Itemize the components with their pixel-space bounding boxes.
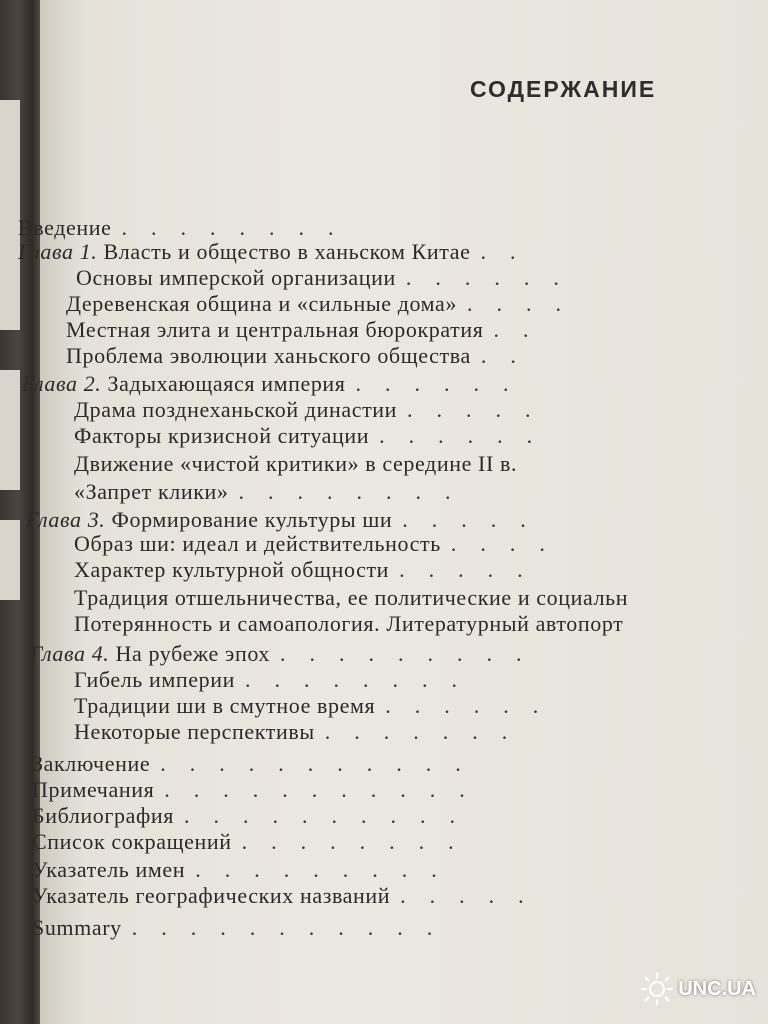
toc-entry-title: Потерянность и самоапология. Литературный автопорт [74, 611, 624, 636]
dot-leader: ...... [355, 371, 533, 396]
watermark-text: UNC.UA [678, 977, 756, 1000]
toc-entry-title: Указатель географических названий [32, 883, 391, 908]
toc-entry-title: Проблема эволюции ханьского общества [66, 343, 471, 368]
toc-entry-title: Власть и общество в ханьском Китае [103, 239, 471, 264]
toc-entry [74, 718, 531, 746]
dot-leader: ..... [400, 883, 548, 908]
toc-entry-title: Образ ши: идеал и действительность [74, 531, 441, 556]
toc-entry [18, 238, 539, 266]
chapter-number: Глава 3. [26, 507, 112, 532]
toc-entry-title: Указатель имен [32, 857, 186, 882]
toc-entry-title: Список сокращений [32, 829, 232, 854]
toc-entry-title: Задыхающаяся империя [107, 371, 346, 396]
dot-leader: ....... [324, 719, 532, 744]
dot-leader: .. [480, 343, 540, 368]
toc-entry [30, 640, 546, 668]
dot-leader: .......... [183, 803, 479, 828]
toc-entry-title: Характер культурной общности [74, 557, 390, 582]
toc-entry [74, 610, 623, 638]
toc-entry [74, 556, 547, 584]
dot-leader: ...... [405, 265, 583, 290]
toc-entry-title: Заключение [32, 751, 151, 776]
dot-leader: ...... [379, 423, 557, 448]
adjacent-page-fragment [0, 370, 20, 490]
dot-leader: ......... [195, 857, 461, 882]
dot-leader: .. [480, 239, 540, 264]
dot-leader: ..... [399, 557, 547, 582]
toc-entry [74, 396, 555, 424]
adjacent-page-fragment [0, 520, 20, 600]
toc-entry-title: Традиции ши в смутное время [74, 693, 376, 718]
dot-leader: ........... [164, 777, 489, 802]
toc-entry-title: Драма позднеханьской династии [74, 397, 398, 422]
toc-entry-title: «Запрет клики» [74, 479, 229, 504]
toc-entry [74, 692, 562, 720]
dot-leader: .... [450, 531, 569, 556]
toc-entry [74, 530, 569, 558]
toc-entry [66, 290, 585, 318]
toc-entry [32, 802, 479, 830]
toc-entry-title: Деревенская община и «сильные дома» [66, 291, 458, 316]
toc-entry [74, 666, 481, 694]
toc-entry [32, 776, 489, 804]
toc-entry [74, 478, 474, 506]
dot-leader: ..... [402, 507, 550, 532]
sun-logo-icon [640, 972, 674, 1006]
toc-entry [74, 584, 628, 612]
toc-entry [74, 422, 556, 450]
dot-leader: ........ [241, 829, 478, 854]
toc-entry-title: Традиция отшельничества, ее политические и социальн [74, 585, 629, 610]
toc-entry-title: Примечания [32, 777, 155, 802]
toc-entry-title: Формирование культуры ши [111, 507, 393, 532]
chapter-number: Глава 2. [22, 371, 108, 396]
page-title: СОДЕРЖАНИЕ [470, 76, 657, 102]
dot-leader: .. [493, 317, 553, 342]
dot-leader: ........ [238, 479, 475, 504]
chapter-number: Глава 4. [30, 641, 116, 666]
toc-entry-title: Местная элита и центральная бюрократия [66, 317, 484, 342]
toc-entry [22, 370, 533, 398]
toc-entry-title: Введение [18, 215, 112, 240]
toc-entry [76, 264, 583, 292]
toc-entry [66, 342, 540, 370]
toc-entry-title: Summary [32, 915, 122, 940]
toc-entry [32, 828, 478, 856]
toc-entry-title: На рубеже эпох [115, 641, 270, 666]
dot-leader: ........... [160, 751, 485, 776]
dot-leader: .... [467, 291, 586, 316]
dot-leader: ......... [280, 641, 546, 666]
toc-entry [74, 450, 517, 478]
toc-entry [32, 750, 485, 778]
dot-leader: ...... [385, 693, 563, 718]
dot-leader: ........ [121, 215, 358, 240]
toc-entry [32, 882, 548, 910]
dot-leader: ........ [245, 667, 482, 692]
dot-leader: ........... [131, 915, 457, 940]
toc-entry-title: Основы имперской организации [76, 265, 396, 290]
toc-entry-title: Движение «чистой критики» в середине II в. [74, 451, 518, 476]
toc-entry [66, 316, 552, 344]
toc-entry [32, 914, 456, 942]
adjacent-page-fragment [0, 100, 20, 330]
chapter-number: Глава 1. [18, 239, 104, 264]
toc-entry-title: Гибель империи [74, 667, 236, 692]
dot-leader: ..... [407, 397, 555, 422]
toc-entry-title: Факторы кризисной ситуации [74, 423, 370, 448]
toc-entry [32, 856, 461, 884]
watermark [640, 972, 756, 1006]
toc-entry-title: Библиография [32, 803, 174, 828]
toc-entry-title: Некоторые перспективы [74, 719, 315, 744]
